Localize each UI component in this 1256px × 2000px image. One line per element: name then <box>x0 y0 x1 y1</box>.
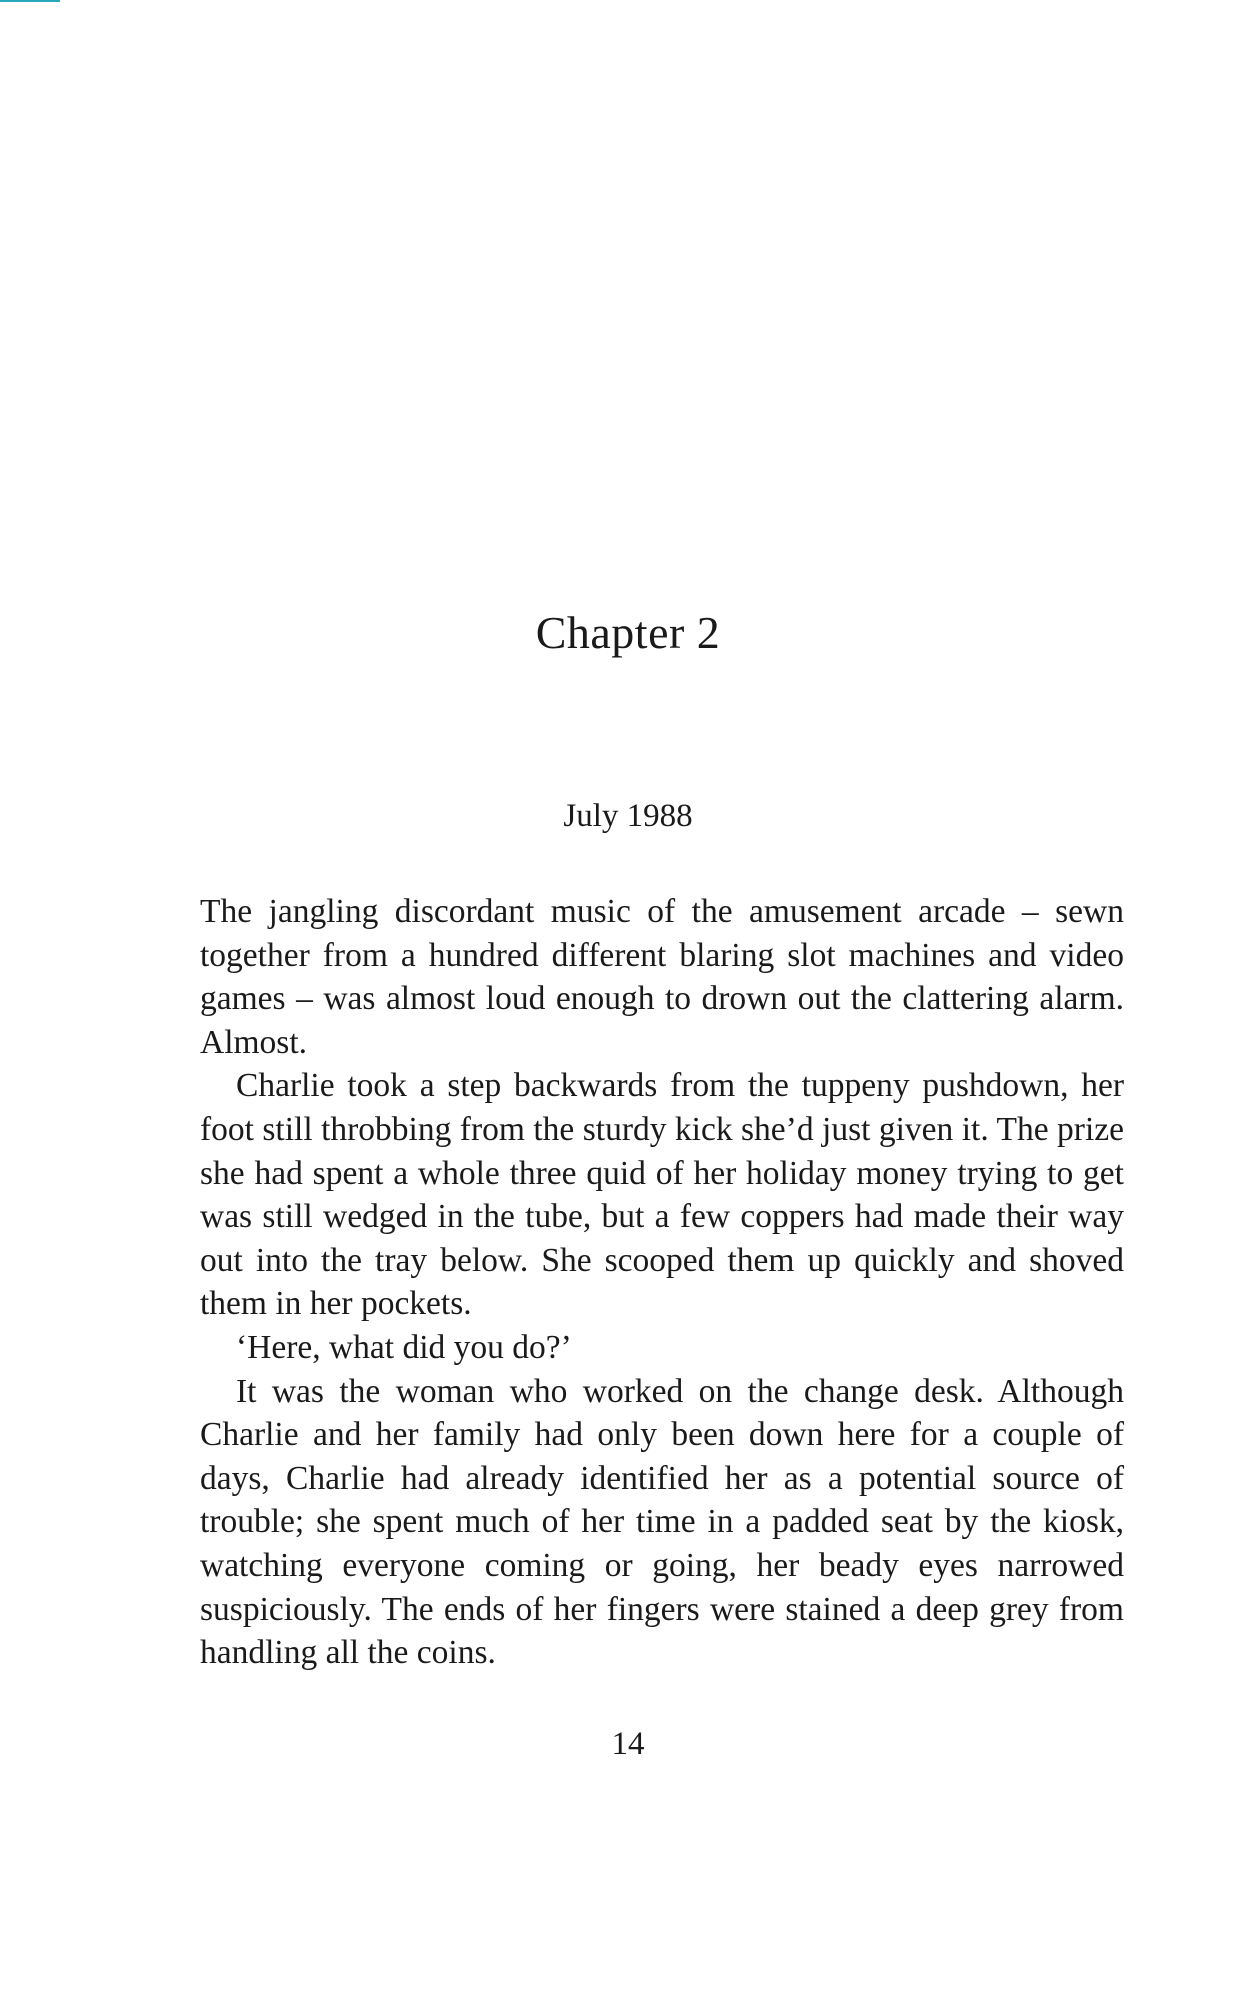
chapter-title: Chapter 2 <box>535 607 721 658</box>
chapter-date: July 1988 <box>563 798 693 834</box>
paragraph-4: It was the woman who worked on the change desk. Although Charlie and her family had only been down here for a couple of days, Charlie had already identified her as a potential source of trouble; she spent much of her time in a padded seat by the kiosk, watching everyone coming or going, her beady eyes narrowed suspiciously. The ends of her fingers were stained a deep grey from handling all the coins. <box>200 1372 1124 1672</box>
scan-edge-mark <box>0 0 60 2</box>
paragraph-2: Charlie took a step backwards from the tuppeny pushdown, her foot still throbbing from the sturdy kick she’d just given it. The prize she had spent a whole three quid of her holiday money trying to get was still wedged in the tube, but a few coppers had made their way out into the tray below. She scooped them up quickly and shoved them in her pockets. <box>200 1067 1124 1323</box>
page-number: 14 <box>611 1726 645 1762</box>
paragraph-1: The jangling discordant music of the amusement arcade – sewn together from a hundred different blaring slot machines and video games – was almost loud enough to drown out the clattering alarm. Almost. <box>200 893 1124 1061</box>
chapter-body <box>200 890 1124 1675</box>
paragraph-3: ‘Here, what did you do?’ <box>236 1328 572 1366</box>
